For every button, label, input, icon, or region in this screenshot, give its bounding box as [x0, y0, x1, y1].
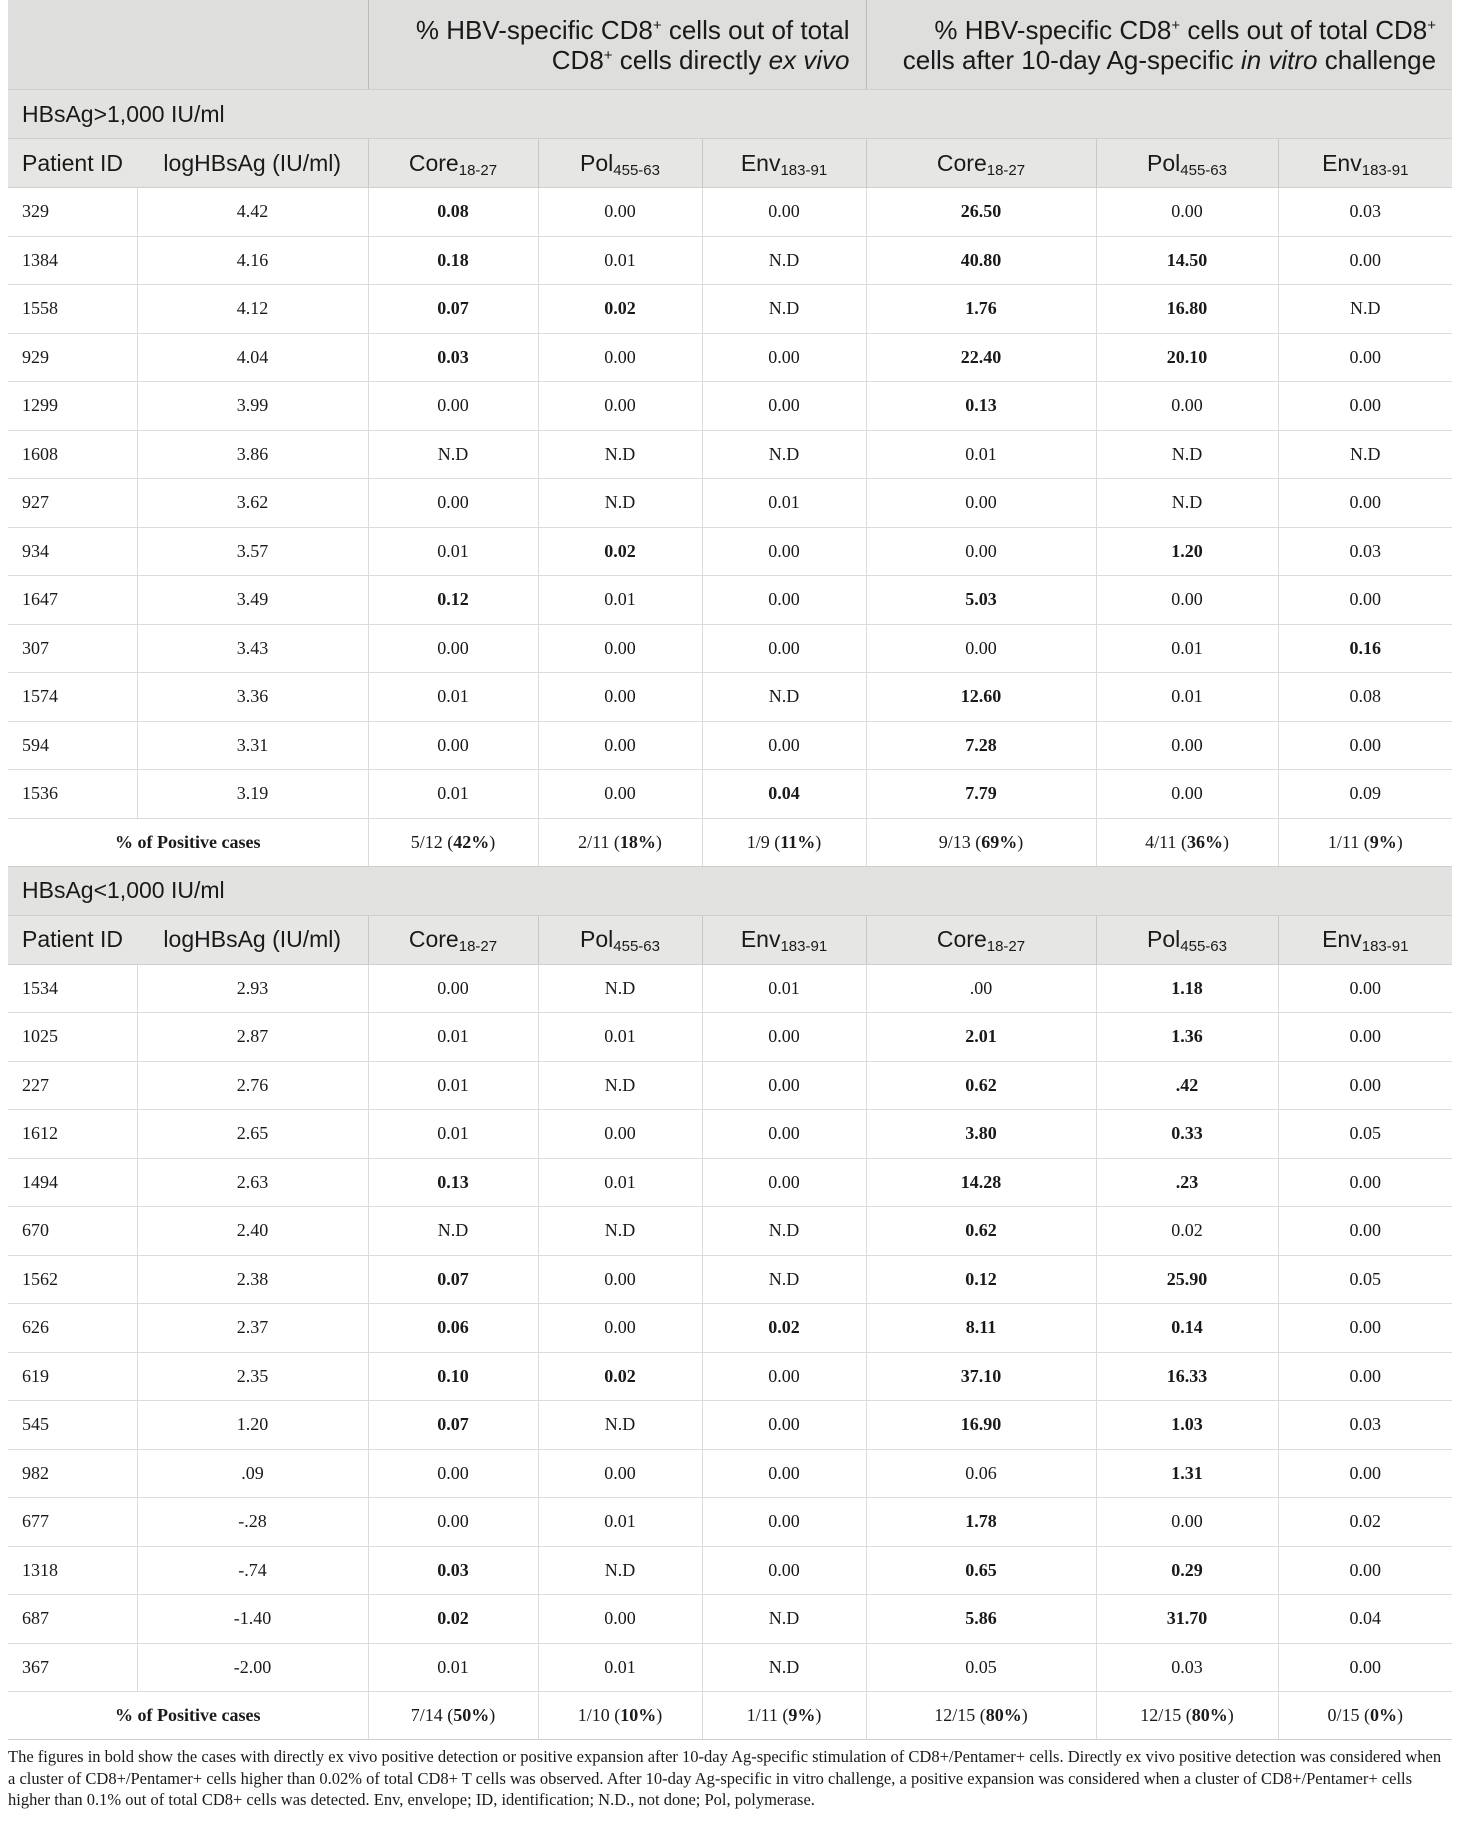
group-title-row [8, 90, 1452, 139]
cell-value: 0.02 [702, 1304, 866, 1353]
table-row [8, 382, 1452, 431]
col-header-pol-invitro: Pol$_{455-63}$ [1096, 915, 1278, 964]
cell-value: 0.00 [538, 624, 702, 673]
cell-log-hbsag: 1.20 [137, 1401, 368, 1450]
table-row [8, 236, 1452, 285]
cell-value: 0.00 [368, 964, 538, 1013]
cell-value: 0.00 [538, 1304, 702, 1353]
col-header-pol-exvivo: Pol$_{455-63}$ [538, 139, 702, 188]
cell-value: 0.08 [1278, 673, 1452, 722]
cell-patient-id: 1384 [8, 236, 137, 285]
cell-log-hbsag: -2.00 [137, 1643, 368, 1692]
table-row [8, 1061, 1452, 1110]
cell-value: 0.16 [1278, 624, 1452, 673]
cell-value: N.D [702, 1643, 866, 1692]
cell-value: 0.00 [1278, 1158, 1452, 1207]
cell-value: 1.76 [866, 285, 1096, 334]
cell-patient-id: 934 [8, 527, 137, 576]
cell-value: 0.00 [702, 1449, 866, 1498]
cell-value: 0.29 [1096, 1546, 1278, 1595]
cell-patient-id: 982 [8, 1449, 137, 1498]
cell-log-hbsag: .09 [137, 1449, 368, 1498]
cell-value: 0.00 [1278, 964, 1452, 1013]
cell-value: 0.03 [368, 333, 538, 382]
cell-value: 0.00 [702, 721, 866, 770]
cell-value: 37.10 [866, 1352, 1096, 1401]
footnote: The figures in bold show the cases with directly ex vivo positive detection or positive expansion after 10-day Ag-specific stimulation of CD8+/Pentamer+ cells. Directly ex vivo positive detection was considered when a cluster of CD8+/Pentamer+ cells higher than 0.02% of total CD8+ T cells was observed. After 10-day Ag-specific in vitro challenge, a positive expansion was considered when a cluster of CD8+/Pentamer+ cells higher than 0.1% out of total CD8+ cells was detected. Env, envelope; ID, identification; N.D., not done; Pol, polymerase. [8, 1747, 1442, 1809]
col-header-core-exvivo: Core$_{18-27}$ [368, 915, 538, 964]
cell-value: 0.00 [1278, 236, 1452, 285]
cell-log-hbsag: 3.86 [137, 430, 368, 479]
cell-value: 0.01 [866, 430, 1096, 479]
cell-value: 0.00 [702, 1498, 866, 1547]
cell-value: 0.03 [1278, 188, 1452, 237]
cell-patient-id: 929 [8, 333, 137, 382]
cell-value: 0.00 [1278, 1546, 1452, 1595]
cell-value: 7.79 [866, 770, 1096, 819]
cell-value: 0.00 [368, 1449, 538, 1498]
col-header-env-exvivo: Env$_{183-91}$ [702, 915, 866, 964]
col-header-patient-id: Patient ID [8, 915, 137, 964]
cell-patient-id: 1612 [8, 1110, 137, 1159]
summary-label: % of Positive cases [8, 818, 368, 866]
cell-value: 0.01 [368, 673, 538, 722]
cell-value: 1.36 [1096, 1013, 1278, 1062]
super-header-row [8, 0, 1452, 90]
cell-patient-id: 1647 [8, 576, 137, 625]
table-row [8, 1013, 1452, 1062]
table-row [8, 1255, 1452, 1304]
col-header-env-exvivo: Env$_{183-91}$ [702, 139, 866, 188]
cell-value: N.D [538, 1546, 702, 1595]
cell-value: N.D [702, 430, 866, 479]
table-row [8, 527, 1452, 576]
col-header-pol-invitro: Pol$_{455-63}$ [1096, 139, 1278, 188]
cell-value: 16.80 [1096, 285, 1278, 334]
cell-patient-id: 594 [8, 721, 137, 770]
cell-log-hbsag: 4.42 [137, 188, 368, 237]
cell-log-hbsag: 3.43 [137, 624, 368, 673]
cell-value: 0.02 [368, 1595, 538, 1644]
cell-value: N.D [538, 430, 702, 479]
cell-value: 0.00 [1096, 382, 1278, 431]
cell-value: 0.00 [702, 624, 866, 673]
summary-cell: 12/15 (80%) [866, 1692, 1096, 1740]
cell-value: 0.02 [538, 527, 702, 576]
cell-value: 0.05 [1278, 1255, 1452, 1304]
cell-value: 0.00 [538, 1595, 702, 1644]
cell-value: 0.01 [538, 1158, 702, 1207]
cell-value: 0.00 [1096, 721, 1278, 770]
group-title: HBsAg>1,000 IU/ml [8, 90, 1452, 139]
cell-log-hbsag: 2.38 [137, 1255, 368, 1304]
cell-value: 0.00 [702, 1013, 866, 1062]
cell-value: 0.00 [1278, 1207, 1452, 1256]
summary-cell: 1/10 (10%) [538, 1692, 702, 1740]
cell-value: 0.00 [1278, 333, 1452, 382]
header-exvivo: % HBV-specific CD8+ cells out of total CD8+ cells directly ex vivo [368, 0, 866, 90]
cell-value: 0.00 [1278, 479, 1452, 528]
table-row [8, 188, 1452, 237]
cell-value: 0.00 [702, 1546, 866, 1595]
cell-value: 0.00 [538, 382, 702, 431]
column-header-row [8, 139, 1452, 188]
cell-patient-id: 677 [8, 1498, 137, 1547]
cell-patient-id: 927 [8, 479, 137, 528]
cell-value: 0.04 [702, 770, 866, 819]
cell-value: 31.70 [1096, 1595, 1278, 1644]
cell-value: 0.03 [368, 1546, 538, 1595]
cell-value: 0.00 [1096, 770, 1278, 819]
cell-value: 0.03 [1278, 1401, 1452, 1450]
cell-value: N.D [1278, 430, 1452, 479]
group-title: HBsAg<1,000 IU/ml [8, 866, 1452, 915]
cell-value: 0.06 [866, 1449, 1096, 1498]
summary-cell: 2/11 (18%) [538, 818, 702, 866]
results-table [8, 0, 1452, 1740]
cell-log-hbsag: 3.99 [137, 382, 368, 431]
table-row [8, 1207, 1452, 1256]
cell-value: N.D [1096, 430, 1278, 479]
cell-patient-id: 1299 [8, 382, 137, 431]
cell-value: 0.02 [538, 285, 702, 334]
group-high-body [8, 90, 1452, 867]
cell-value: 5.86 [866, 1595, 1096, 1644]
cell-value: 1.18 [1096, 964, 1278, 1013]
cell-log-hbsag: 3.36 [137, 673, 368, 722]
summary-cell: 12/15 (80%) [1096, 1692, 1278, 1740]
cell-log-hbsag: 3.49 [137, 576, 368, 625]
table-row [8, 1304, 1452, 1353]
cell-value: 0.00 [702, 1158, 866, 1207]
cell-value: 0.00 [1278, 1352, 1452, 1401]
table-row [8, 964, 1452, 1013]
cell-value: 0.01 [702, 479, 866, 528]
cell-value: 0.12 [866, 1255, 1096, 1304]
cell-value: 16.90 [866, 1401, 1096, 1450]
table-row [8, 1643, 1452, 1692]
cell-value: 0.00 [1096, 576, 1278, 625]
table-row [8, 721, 1452, 770]
table-row [8, 1546, 1452, 1595]
col-header-core-invitro: Core$_{18-27}$ [866, 139, 1096, 188]
cell-value: 0.00 [702, 576, 866, 625]
table-row [8, 430, 1452, 479]
table-row [8, 1110, 1452, 1159]
cell-value: N.D [702, 1595, 866, 1644]
cell-value: 0.00 [1278, 1304, 1452, 1353]
col-header-env-invitro: Env$_{183-91}$ [1278, 915, 1452, 964]
cell-value: N.D [538, 1207, 702, 1256]
cell-value: 0.00 [1278, 576, 1452, 625]
cell-value: 0.04 [1278, 1595, 1452, 1644]
cell-value: 0.03 [1096, 1643, 1278, 1692]
group-title-row [8, 866, 1452, 915]
cell-log-hbsag: 3.62 [137, 479, 368, 528]
cell-value: 0.00 [866, 527, 1096, 576]
cell-patient-id: 1558 [8, 285, 137, 334]
cell-value: 0.00 [538, 673, 702, 722]
cell-patient-id: 626 [8, 1304, 137, 1353]
cell-value: 0.01 [538, 576, 702, 625]
summary-cell: 1/9 (11%) [702, 818, 866, 866]
cell-patient-id: 307 [8, 624, 137, 673]
cell-value: 0.00 [702, 333, 866, 382]
cell-value: 14.50 [1096, 236, 1278, 285]
cell-value: 0.00 [1278, 1061, 1452, 1110]
group-low-body [8, 866, 1452, 1740]
cell-value: 16.33 [1096, 1352, 1278, 1401]
cell-value: 20.10 [1096, 333, 1278, 382]
summary-cell: 9/13 (69%) [866, 818, 1096, 866]
cell-value: 0.01 [538, 236, 702, 285]
cell-value: N.D [538, 1401, 702, 1450]
cell-value: 0.13 [866, 382, 1096, 431]
cell-log-hbsag: 2.37 [137, 1304, 368, 1353]
summary-cell: 1/11 (9%) [1278, 818, 1452, 866]
cell-value: 0.01 [368, 1643, 538, 1692]
cell-value: N.D [702, 1207, 866, 1256]
cell-value: N.D [538, 1061, 702, 1110]
cell-value: 0.00 [702, 1110, 866, 1159]
cell-value: 0.02 [538, 1352, 702, 1401]
cell-log-hbsag: -.28 [137, 1498, 368, 1547]
cell-value: 0.01 [538, 1498, 702, 1547]
cell-value: 0.14 [1096, 1304, 1278, 1353]
cell-value: 7.28 [866, 721, 1096, 770]
summary-cell: 7/14 (50%) [368, 1692, 538, 1740]
table-row [8, 1595, 1452, 1644]
cell-value: 0.33 [1096, 1110, 1278, 1159]
cell-value: .23 [1096, 1158, 1278, 1207]
cell-value: 12.60 [866, 673, 1096, 722]
table-container [8, 0, 1452, 1811]
cell-value: 0.62 [866, 1207, 1096, 1256]
col-header-log: logHBsAg (IU/ml) [137, 139, 368, 188]
cell-value: 14.28 [866, 1158, 1096, 1207]
cell-value: 5.03 [866, 576, 1096, 625]
cell-value: 0.00 [702, 527, 866, 576]
cell-value: 0.06 [368, 1304, 538, 1353]
cell-value: 0.05 [1278, 1110, 1452, 1159]
table-row [8, 1158, 1452, 1207]
cell-value: 25.90 [1096, 1255, 1278, 1304]
cell-patient-id: 670 [8, 1207, 137, 1256]
cell-log-hbsag: -1.40 [137, 1595, 368, 1644]
cell-log-hbsag: 4.04 [137, 333, 368, 382]
summary-cell: 4/11 (36%) [1096, 818, 1278, 866]
cell-value: 0.00 [1278, 1013, 1452, 1062]
cell-log-hbsag: 2.76 [137, 1061, 368, 1110]
table-row [8, 1449, 1452, 1498]
cell-value: 0.12 [368, 576, 538, 625]
cell-value: 0.00 [702, 1061, 866, 1110]
cell-value: 0.00 [702, 188, 866, 237]
cell-value: 22.40 [866, 333, 1096, 382]
cell-value: 40.80 [866, 236, 1096, 285]
cell-value: 0.07 [368, 1255, 538, 1304]
cell-log-hbsag: -.74 [137, 1546, 368, 1595]
cell-value: 0.00 [702, 1352, 866, 1401]
cell-log-hbsag: 3.31 [137, 721, 368, 770]
cell-log-hbsag: 2.87 [137, 1013, 368, 1062]
cell-log-hbsag: 3.57 [137, 527, 368, 576]
cell-value: 1.03 [1096, 1401, 1278, 1450]
col-header-core-exvivo: Core$_{18-27}$ [368, 139, 538, 188]
cell-value: 0.01 [368, 1013, 538, 1062]
summary-row [8, 1692, 1452, 1740]
cell-value: 0.00 [538, 188, 702, 237]
col-header-core-invitro: Core$_{18-27}$ [866, 915, 1096, 964]
cell-value: N.D [368, 430, 538, 479]
cell-value: 0.18 [368, 236, 538, 285]
cell-value: 3.80 [866, 1110, 1096, 1159]
cell-value: 0.00 [702, 1401, 866, 1450]
table-row [8, 770, 1452, 819]
cell-value: 0.00 [538, 1110, 702, 1159]
cell-value: N.D [1278, 285, 1452, 334]
cell-log-hbsag: 2.65 [137, 1110, 368, 1159]
cell-value: 0.62 [866, 1061, 1096, 1110]
cell-patient-id: 1574 [8, 673, 137, 722]
cell-value: 0.00 [1278, 1643, 1452, 1692]
cell-patient-id: 227 [8, 1061, 137, 1110]
table-row [8, 673, 1452, 722]
cell-value: 0.00 [368, 721, 538, 770]
header-invitro: % HBV-specific CD8+ cells out of total CD8+ cells after 10-day Ag-specific in vitro challenge [866, 0, 1452, 90]
cell-value: 0.00 [1096, 188, 1278, 237]
cell-value: 0.01 [1096, 673, 1278, 722]
cell-value: 0.07 [368, 285, 538, 334]
cell-value: 0.00 [702, 382, 866, 431]
cell-log-hbsag: 4.16 [137, 236, 368, 285]
cell-value: 0.07 [368, 1401, 538, 1450]
cell-patient-id: 687 [8, 1595, 137, 1644]
cell-value: 8.11 [866, 1304, 1096, 1353]
cell-value: 0.03 [1278, 527, 1452, 576]
summary-cell: 0/15 (0%) [1278, 1692, 1452, 1740]
cell-value: 0.10 [368, 1352, 538, 1401]
table-row [8, 624, 1452, 673]
cell-value: 0.09 [1278, 770, 1452, 819]
cell-value: 0.00 [368, 479, 538, 528]
summary-row [8, 818, 1452, 866]
cell-value: 0.00 [538, 333, 702, 382]
cell-value: 0.00 [1278, 721, 1452, 770]
cell-value: 0.01 [368, 770, 538, 819]
cell-log-hbsag: 2.93 [137, 964, 368, 1013]
table-row [8, 576, 1452, 625]
cell-log-hbsag: 3.19 [137, 770, 368, 819]
cell-value: 0.01 [1096, 624, 1278, 673]
cell-value: 0.01 [368, 1061, 538, 1110]
cell-value: 0.00 [368, 382, 538, 431]
cell-value: 0.05 [866, 1643, 1096, 1692]
cell-patient-id: 545 [8, 1401, 137, 1450]
cell-patient-id: 1562 [8, 1255, 137, 1304]
cell-value: N.D [702, 673, 866, 722]
table-row [8, 1498, 1452, 1547]
cell-value: 0.01 [702, 964, 866, 1013]
cell-log-hbsag: 2.63 [137, 1158, 368, 1207]
cell-value: 0.00 [368, 1498, 538, 1547]
table-row [8, 333, 1452, 382]
cell-value: 0.01 [538, 1643, 702, 1692]
cell-value: 0.65 [866, 1546, 1096, 1595]
cell-value: 0.02 [1096, 1207, 1278, 1256]
cell-value: 0.00 [538, 770, 702, 819]
cell-value: 0.02 [1278, 1498, 1452, 1547]
cell-value: 0.13 [368, 1158, 538, 1207]
col-header-patient-id: Patient ID [8, 139, 137, 188]
column-header-row [8, 915, 1452, 964]
col-header-pol-exvivo: Pol$_{455-63}$ [538, 915, 702, 964]
cell-value: 0.00 [1278, 1449, 1452, 1498]
cell-patient-id: 329 [8, 188, 137, 237]
cell-value: 0.00 [538, 1255, 702, 1304]
cell-value: 0.00 [1278, 382, 1452, 431]
cell-patient-id: 367 [8, 1643, 137, 1692]
cell-value: N.D [538, 479, 702, 528]
summary-label: % of Positive cases [8, 1692, 368, 1740]
cell-value: N.D [538, 964, 702, 1013]
cell-value: 0.00 [368, 624, 538, 673]
cell-value: 0.01 [368, 527, 538, 576]
cell-value: .00 [866, 964, 1096, 1013]
col-header-env-invitro: Env$_{183-91}$ [1278, 139, 1452, 188]
table-row [8, 1401, 1452, 1450]
cell-patient-id: 619 [8, 1352, 137, 1401]
cell-value: .42 [1096, 1061, 1278, 1110]
cell-patient-id: 1025 [8, 1013, 137, 1062]
super-header-empty [8, 0, 368, 90]
cell-value: N.D [702, 1255, 866, 1304]
cell-value: 2.01 [866, 1013, 1096, 1062]
cell-log-hbsag: 2.40 [137, 1207, 368, 1256]
cell-value: 0.01 [368, 1110, 538, 1159]
cell-value: 1.78 [866, 1498, 1096, 1547]
summary-cell: 5/12 (42%) [368, 818, 538, 866]
cell-patient-id: 1536 [8, 770, 137, 819]
cell-value: 0.00 [866, 624, 1096, 673]
cell-value: 0.08 [368, 188, 538, 237]
col-header-log: logHBsAg (IU/ml) [137, 915, 368, 964]
cell-patient-id: 1318 [8, 1546, 137, 1595]
summary-cell: 1/11 (9%) [702, 1692, 866, 1740]
table-row [8, 479, 1452, 528]
cell-value: 0.00 [1096, 1498, 1278, 1547]
cell-patient-id: 1608 [8, 430, 137, 479]
cell-value: 1.31 [1096, 1449, 1278, 1498]
cell-value: 26.50 [866, 188, 1096, 237]
cell-value: N.D [702, 285, 866, 334]
cell-patient-id: 1534 [8, 964, 137, 1013]
cell-value: 0.01 [538, 1013, 702, 1062]
cell-value: 0.00 [866, 479, 1096, 528]
cell-value: 0.00 [538, 1449, 702, 1498]
cell-patient-id: 1494 [8, 1158, 137, 1207]
cell-log-hbsag: 2.35 [137, 1352, 368, 1401]
cell-value: N.D [1096, 479, 1278, 528]
cell-log-hbsag: 4.12 [137, 285, 368, 334]
table-row [8, 285, 1452, 334]
table-row [8, 1352, 1452, 1401]
cell-value: 1.20 [1096, 527, 1278, 576]
cell-value: N.D [702, 236, 866, 285]
cell-value: N.D [368, 1207, 538, 1256]
cell-value: 0.00 [538, 721, 702, 770]
